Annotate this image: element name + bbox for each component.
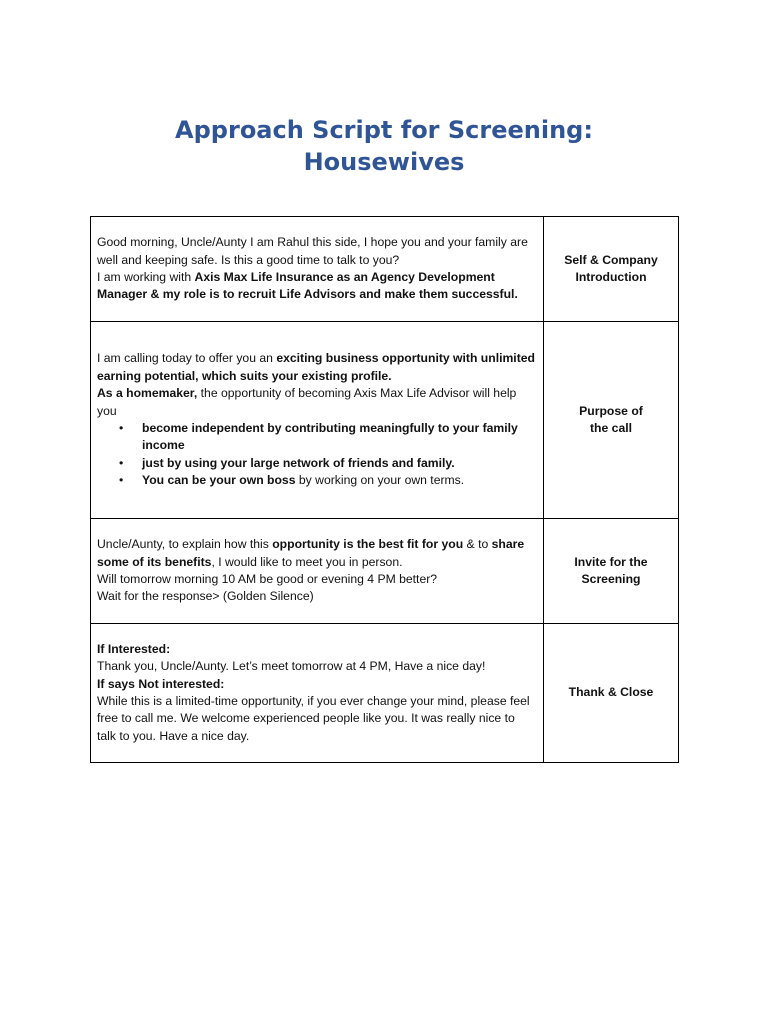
working-with-text: [97, 269, 537, 304]
homemaker-plain: the opportunity of becoming Axis Max Life Advisor will help you: [97, 386, 517, 418]
section-label-invite: [544, 519, 679, 624]
bullet-bold: You can be your own boss: [142, 473, 296, 488]
section-label-introduction: [544, 217, 679, 322]
not-interested-heading: [97, 676, 537, 693]
label-line: Invite for the: [574, 554, 648, 569]
invite-plain-2: & to: [463, 537, 492, 552]
label-line: Introduction: [575, 270, 647, 284]
script-cell-introduction: [91, 217, 544, 322]
time-question-text: Will tomorrow morning 10 AM be good or evening 4 PM better?: [97, 572, 438, 586]
calling-bold: exciting business opportunity with unlimited earning potential, which suits your existing profile.: [97, 351, 535, 383]
label-line: Self & Company: [564, 252, 658, 267]
bullet-bold: just by using your large network of friends and family.: [142, 455, 455, 470]
bullet-icon: •: [119, 455, 124, 470]
list-item: [119, 472, 537, 489]
table-row: [91, 624, 679, 763]
wait-response-text: Wait for the response> (Golden Silence): [97, 589, 314, 604]
table-row: [91, 322, 679, 519]
script-cell-invite: [91, 519, 544, 624]
script-cell-purpose: [91, 322, 544, 519]
invite-plain-1: Uncle/Aunty, to explain how this: [97, 537, 273, 552]
label-line: Thank & Close: [568, 685, 654, 700]
label-line: the call: [590, 421, 632, 435]
working-bold: Axis Max Life Insurance as an Agency Development Manager & my role is to recruit Life Advisors and make them successful.: [97, 270, 518, 302]
calling-text: [97, 350, 537, 385]
invite-text: [97, 536, 537, 571]
invite-bold-2: share some of its benefits: [97, 537, 525, 569]
invite-bold-1: opportunity is the best fit for you: [272, 537, 464, 552]
script-cell-close: [91, 624, 544, 763]
interested-heading: [97, 641, 537, 658]
list-item: [119, 455, 537, 472]
interested-heading-text: If Interested:: [97, 641, 171, 656]
label-line: Screening: [581, 572, 641, 586]
invite-plain-3: , I would like to meet you in person.: [211, 554, 403, 569]
section-label-purpose: [544, 322, 679, 519]
table-row: [91, 519, 679, 624]
list-item: [119, 420, 537, 455]
interested-text: Thank you, Uncle/Aunty. Let’s meet tomorrow at 4 PM, Have a nice day!: [97, 659, 486, 674]
section-label-close: [544, 624, 679, 763]
bullet-plain: by working on your own terms.: [295, 473, 465, 488]
calling-plain: I am calling today to offer you an: [97, 351, 277, 366]
not-interested-heading-text: If says Not interested:: [97, 676, 225, 691]
homemaker-bold: As a homemaker,: [97, 386, 198, 401]
homemaker-text: [97, 385, 537, 420]
title-line-2: Housewives: [303, 148, 465, 176]
title-line-1: Approach Script for Screening:: [175, 116, 593, 144]
table-row: [91, 217, 679, 322]
label-line: Purpose of: [579, 403, 643, 418]
benefits-list: [97, 420, 537, 490]
bullet-bold: become independent by contributing meaningfully to your family income: [142, 421, 518, 453]
working-plain: I am working with: [97, 270, 195, 284]
script-table: [90, 216, 679, 763]
bullet-icon: •: [119, 421, 124, 435]
bullet-icon: •: [119, 473, 124, 488]
not-interested-text: While this is a limited-time opportunity, if you ever change your mind, please feel free to call me. We welcome experienced people like you. It was really nice to talk to you. Have a nice day.: [97, 694, 530, 743]
page-title: [0, 114, 768, 178]
intro-text: Good morning, Uncle/Aunty I am Rahul this side, I hope you and your family are well and keeping safe. Is this a good time to talk to you?: [97, 235, 528, 267]
